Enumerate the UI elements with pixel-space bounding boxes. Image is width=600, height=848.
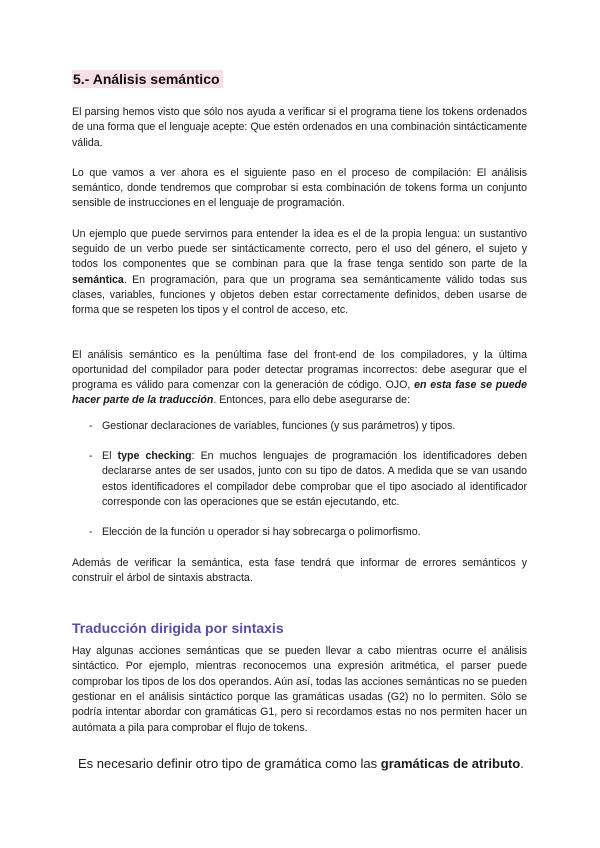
type-checking-bold: type checking: [117, 450, 192, 463]
document-page: [72, 70, 527, 773]
final-text: Es necesario definir otro tipo de gramática como las: [78, 755, 381, 771]
list-item-text: Gestionar declaraciones de variables, funciones (y sus parámetros) y tipos.: [102, 419, 456, 432]
paragraph-front-end: [72, 348, 527, 409]
final-period: .: [520, 755, 524, 771]
list-item-text: : En muchos lenguajes de programación los identificadores deben declararse antes de ser usados, junto con su tipo de datos. A medida que se van usando estos identificadores el compilador debe comprobar que el tipo asociado al identificador corresponde con las operaciones que se están ejecutando, etc.: [102, 450, 527, 508]
paragraph-front-end-text-2: . Entonces, para ello debe asegurarse de:: [213, 394, 411, 407]
paragraph-ast: Además de verificar la semántica, esta fase tendrá que informar de errores semánticos y construir el árbol de sintaxis abstracta.: [72, 556, 527, 584]
bullet-dash: -: [89, 526, 93, 539]
bullet-dash: -: [89, 419, 93, 432]
semantica-bold: semántica: [72, 273, 124, 286]
attribute-grammars-bold: gramáticas de atributo: [380, 755, 521, 771]
ojo-emphasis: en esta fase se puede hacer parte de la traducción: [72, 379, 527, 407]
section-title: 5.- Análisis semántico: [72, 70, 223, 88]
list-item: [72, 419, 527, 434]
subsection-title: Traducción dirigida por sintaxis: [72, 620, 284, 637]
paragraph-example: [72, 227, 527, 319]
paragraph-syntax-directed: Hay algunas acciones semánticas que se pueden llevar a cabo mientras ocurre el análisis sintáctico. Por ejemplo, mientras reconocemos una expresión aritmética, el parser puede comprobar los tipos de los dos operandos. Aún así, todas las acciones semánticas no se pueden gestionar en el análisis sintáctico porque las gramáticas usadas (G2) no lo permiten. Sólo se podría intentar abordar con gramáticas G1, pero si recordamos estas no nos permiten hacer un autómata a pila para comprobar el flujo de tokens.: [72, 645, 527, 734]
paragraph-example-text: Un ejemplo que puede servirnos para entender la idea es el de la propia lengua: un sustantivo seguido de un verbo puede ser sintácticamente correcto, pero el uso del género, el sujeto y todos los componentes que se combinan para que la frase tenga sentido son parte de la: [72, 227, 527, 271]
bullet-dash: -: [89, 450, 93, 463]
list-item: [72, 525, 527, 540]
paragraph-front-end-text: El análisis semántico es la penúltima fase del front-end de los compiladores, y la última oportunidad del compilador para poder detectar programas incorrectos: debe asegurar que el programa es válido para comenzar con la generación de código. OJO,: [72, 348, 527, 392]
paragraph-next-step: Lo que vamos a ver ahora es el siguiente paso en el proceso de compilación: El análisis semántico, donde tendremos que comprobar si esta combinación de tokens forma un conjunto sensible de instrucciones en el lenguaje de programación.: [72, 166, 527, 210]
paragraph-example-text-2: . En programación, para que un programa sea semánticamente válido todas sus clases, variables, funciones y objetos deben estar correctamente definidos, deben usarse de forma que se respeten los tipos y el control de acceso, etc.: [72, 273, 527, 317]
list-item-prefix: El: [102, 450, 118, 463]
paragraph-parsing: El parsing hemos visto que sólo nos ayuda a verificar si el programa tiene los tokens ordenados de una forma que el lenguaje acepte: Que estén ordenados en una combinación sintácticamente válida.: [72, 106, 527, 149]
task-list: [72, 419, 527, 541]
list-item-text: Elección de la función u operador si hay sobrecarga o polimorfismo.: [102, 526, 421, 539]
paragraph-attribute-grammars: [72, 755, 527, 773]
list-item: [72, 449, 527, 510]
